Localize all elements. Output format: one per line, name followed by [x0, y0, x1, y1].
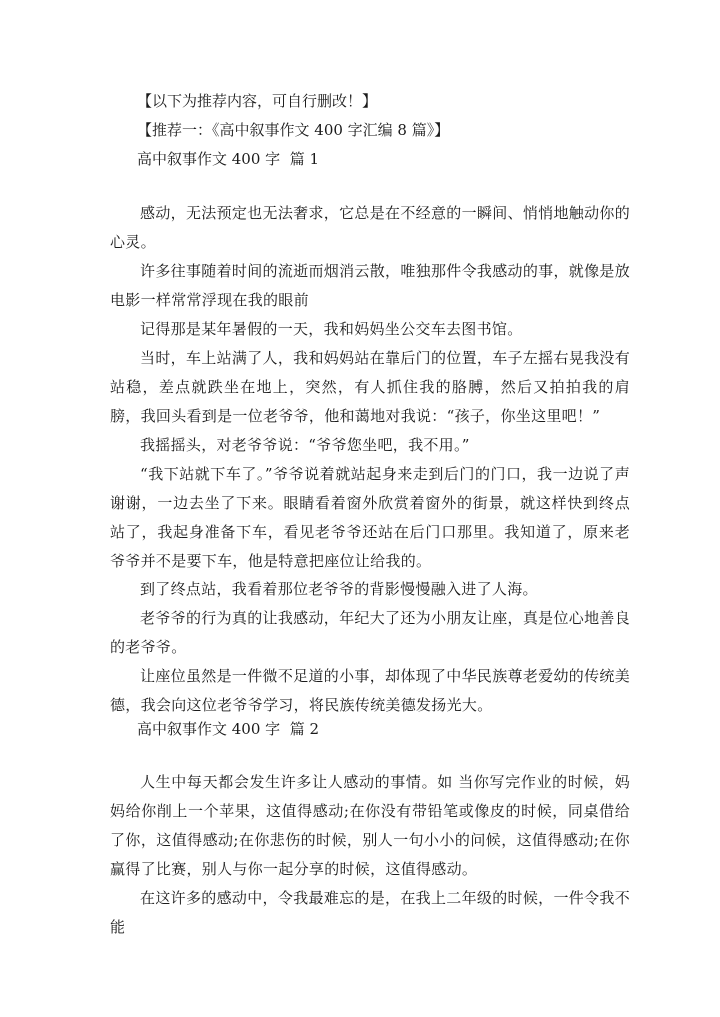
paragraph: “我下站就下车了。”爷爷说着就站起身来走到后门的门口，我一边说了声谢谢，一边去坐了下来。眼睛看着窗外欣赏着窗外的街景，就这样快到终点站了，我起身准备下车，看见老爷爷还站在后门口那里。我知道了，原来老爷爷并不是要下车，他是特意把座位让给我的。 [110, 465, 630, 570]
paragraph: 记得那是某年暑假的一天，我和妈妈坐公交车去图书馆。 [140, 320, 523, 338]
editable-note: 【以下为推荐内容，可自行删改！】 [137, 92, 378, 110]
paragraph: 人生中每天都会发生许多让人感动的事情。如 当你写完作业的时候，妈妈给你削上一个苹果，这值得感动;在你没有带铅笔或像皮的时候，同桌借给了你，这值得感动;在你悲伤的时候，别人一句小小的问候，这值得感动;在你赢得了比赛，别人与你一起分享的时候，这值得感动。 [110, 773, 630, 878]
paragraph: 我摇摇头，对老爷爷说：“爷爷您坐吧，我不用。” [140, 436, 470, 454]
essay-heading-2: 高中叙事作文 400 字 篇 2 [137, 720, 320, 738]
paragraph: 许多往事随着时间的流逝而烟消云散，唯独那件令我感动的事，就像是放电影一样常常浮现在我的眼前 [110, 262, 630, 309]
paragraph: 让座位虽然是一件微不足道的小事，却体现了中华民族尊老爱幼的传统美德，我会向这位老爷爷学习，将民族传统美德发扬光大。 [110, 667, 630, 714]
essay-heading-1: 高中叙事作文 400 字 篇 1 [137, 150, 320, 168]
paragraph: 在这许多的感动中，令我最难忘的是，在我上二年级的时候，一件令我不能 [110, 889, 630, 936]
paragraph: 感动，无法预定也无法奢求，它总是在不经意的一瞬间、悄悄地触动你的心灵。 [110, 204, 630, 251]
recommend-title: 【推荐一：《高中叙事作文 400 字汇编 8 篇》】 [137, 121, 450, 139]
paragraph: 到了终点站，我看着那位老爷爷的背影慢慢融入进了人海。 [140, 580, 538, 598]
paragraph: 老爷爷的行为真的让我感动，年纪大了还为小朋友让座，真是位心地善良的老爷爷。 [110, 609, 630, 656]
paragraph: 当时，车上站满了人，我和妈妈站在靠后门的位置，车子左摇右晃我没有站稳，差点就跌坐在地上，突然，有人抓住我的胳膊，然后又拍拍我的肩膀，我回头看到是一位老爷爷，他和蔼地对我说：“孩子，你坐这里吧！” [110, 349, 630, 425]
